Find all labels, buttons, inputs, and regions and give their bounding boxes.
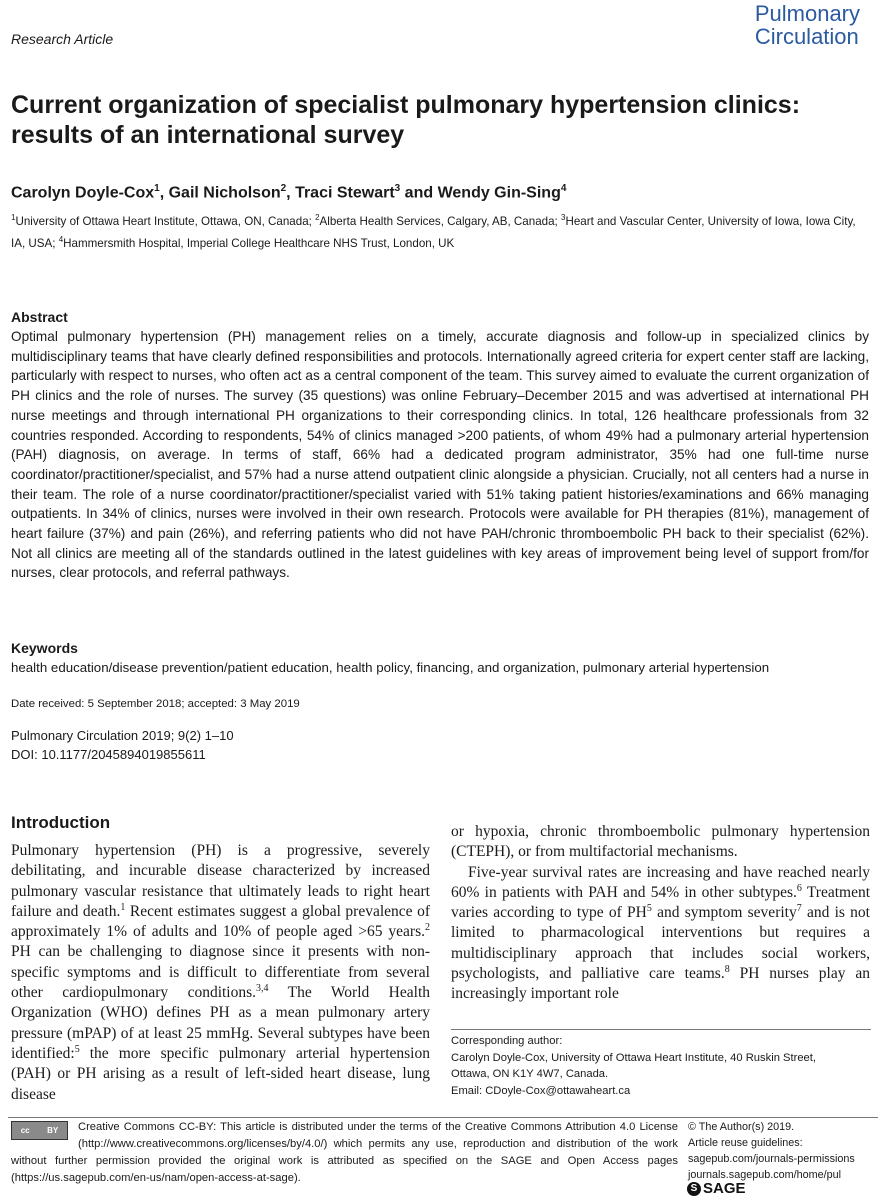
- author-affiliation-marker: 3: [394, 183, 401, 194]
- author-name: Traci Stewart: [295, 184, 395, 202]
- intro-right-paragraph-2: [451, 863, 870, 1005]
- citation-reference[interactable]: 5: [646, 903, 652, 915]
- citation-reference[interactable]: 7: [796, 903, 802, 915]
- journal-home-link[interactable]: journals.sagepub.com/home/pul: [688, 1169, 842, 1181]
- keywords-heading: Keywords: [11, 640, 78, 656]
- citation-reference[interactable]: 3,4: [256, 982, 269, 994]
- corresponding-email[interactable]: Email: CDoyle-Cox@ottawaheart.ca: [451, 1084, 631, 1097]
- citation-reference[interactable]: 6: [796, 882, 802, 894]
- citation-reference[interactable]: 5: [74, 1043, 80, 1055]
- affiliation-number: 4: [58, 234, 64, 244]
- abstract-text: Optimal pulmonary hypertension (PH) management relies on a timely, accurate diagnosis and follow-up in specialized clinics by multidisciplinary teams that have clearly defined responsibilities and protocols. Internationally agreed criteria for expert center staff are lacking, particularly with respect to nurses, who often act as a central component of the team. This survey aimed to evaluate the current organization of PH clinics and the role of nurses. The survey (35 questions) was online February–December 2015 and was advertised at international PH nurse meetings and through international PH organizations to their corresponding clinics. In total, 126 healthcare professionals from 32 countries responded. According to respondents, 54% of clinics managed >200 patients, of whom 49% had a pulmonary arterial hypertension (PAH) diagnosis, on average. In terms of staff, 66% had a dedicated program administrator, 35% had one full-time nurse coordinator/practitioner/specialist, and 57% had a nurse attend outpatient clinic alongside a physician. Crucially, not all centers had a nurse in their team. The role of a nurse coordinator/practitioner/specialist varied with 51% taking patient histories/examinations and 66% managing outpatients. In 34% of clinics, nurses were involved in their own research. Protocols were available for PH therapies (81%), management of heart failure (37%) and pain (26%), and referring patients who did not have PAH/chronic thromboembolic PH back to their specialist (62%). Not all clinics are meeting all of the standards outlined in the latest guidelines with key areas of improvement being level of support from/for nurses, clear protocols, and referral pathways.: [11, 329, 869, 581]
- received-accepted-dates: Date received: 5 September 2018; accepted: 3 May 2019: [11, 698, 300, 710]
- abstract-heading: Abstract: [11, 309, 68, 325]
- introduction-heading: Introduction: [11, 813, 111, 832]
- citation-reference[interactable]: 2: [425, 922, 430, 934]
- cc-badge-left: cc: [20, 1126, 30, 1135]
- body-text: PH nurses play an increasingly important role: [451, 965, 870, 1003]
- body-text: the more specific pulmonary arterial hypertension (PAH) or PH arising as a result of left-sided heart disease, lung disease: [11, 1044, 430, 1103]
- article-type-label: Research Article: [11, 31, 114, 47]
- author-name: Carolyn Doyle-Cox: [11, 184, 155, 202]
- intro-right-paragraph-1: or hypoxia, chronic thromboembolic pulmonary hypertension (CTEPH), or from multifactorial mechanisms.: [451, 823, 870, 861]
- footer-divider: [8, 1117, 878, 1118]
- body-text: PH can be challenging to diagnose since it presents with non-specific symptoms and is difficult to differentiate from several other cardiopulmonary conditions.: [11, 943, 430, 1002]
- cc-badge-right: BY: [47, 1126, 59, 1135]
- corresponding-address-line2: Ottawa, ON K1Y 4W7, Canada.: [451, 1068, 609, 1080]
- corresponding-label: Corresponding author:: [451, 1035, 563, 1047]
- body-text: The World Health Organization (WHO) defines PH as a mean pulmonary artery pressure (mPAP) of at least 25 mmHg. Several subtypes have been identified:: [11, 984, 430, 1062]
- intro-left-column: [11, 841, 430, 1105]
- affiliation-text: University of Ottawa Heart Institute, Ottawa, ON, Canada;: [15, 214, 316, 228]
- article-title: Current organization of specialist pulmonary hypertension clinics: results of an international survey: [11, 91, 801, 149]
- body-text: and symptom severity: [651, 904, 797, 922]
- journal-logo-line1: Pulmonary: [754, 1, 860, 26]
- body-text: Five-year survival rates are increasing and have reached nearly 60% in patients with PAH and 54% in other subtypes.: [451, 863, 870, 901]
- affiliation-text: Heart and Vascular Center, University of Iowa, Iowa City, IA, USA;: [11, 214, 856, 250]
- license-notice: [11, 1119, 678, 1187]
- author-name: Gail Nicholson: [168, 184, 281, 202]
- affiliation-text: Hammersmith Hospital, Imperial College Healthcare NHS Trust, London, UK: [63, 236, 455, 250]
- body-text: Treatment varies according to type of PH: [451, 883, 871, 922]
- journal-logo-line2: Circulation: [754, 24, 859, 49]
- cc-by-icon[interactable]: [11, 1121, 68, 1140]
- corresponding-address-line1: Carolyn Doyle-Cox, University of Ottawa Heart Institute, 40 Ruskin Street,: [451, 1051, 816, 1064]
- citation-doi[interactable]: DOI: 10.1177/2045894019855611: [11, 747, 206, 762]
- body-text: Recent estimates suggest a global prevalence of approximately 1% of adults and 10% of people aged >65 years.: [11, 902, 431, 941]
- copyright-block: [688, 1119, 878, 1183]
- citation-reference[interactable]: 8: [724, 963, 730, 975]
- affiliation-number: 1: [11, 213, 16, 222]
- author-separator: ,: [159, 184, 169, 202]
- author-name: Wendy Gin-Sing: [437, 184, 561, 202]
- body-text: and is not limited to pharmacological interventions but requires a multidisciplinary approach that includes social workers, psychologists, and palliative care teams.: [451, 904, 870, 983]
- affiliation-text: Alberta Health Services, Calgary, AB, Canada;: [319, 214, 561, 228]
- keywords-text: health education/disease prevention/patient education, health policy, financing, and organization, pulmonary arterial hypertension: [11, 660, 770, 675]
- license-text: Creative Commons CC-BY: This article is distributed under the terms of the Creative Commons Attribution 4.0 License (http://www.creativecommons.org/licenses/by/4.0/) which permits any use, reproduction and distribution of the work without further permission provided the original work is attributed as specified on the SAGE and Open Access pages (https://us.sagepub.com/en-us/nam/open-access-at-sage).: [11, 1121, 678, 1184]
- permissions-link[interactable]: sagepub.com/journals-permissions: [688, 1153, 855, 1165]
- author-separator: and: [400, 184, 438, 202]
- sage-logo: [687, 1180, 746, 1197]
- author-affiliation-marker: 1: [154, 183, 160, 194]
- author-affiliation-marker: 2: [280, 183, 287, 194]
- corresponding-divider: [451, 1029, 871, 1030]
- citation-journal: Pulmonary Circulation 2019; 9(2) 1–10: [11, 728, 234, 743]
- sage-mark-icon: S: [687, 1182, 701, 1196]
- reuse-guidelines-label: Article reuse guidelines:: [688, 1137, 803, 1149]
- affiliations: [11, 209, 871, 253]
- intro-right-column: [451, 822, 870, 1005]
- author-separator: ,: [286, 184, 296, 202]
- sage-logo-text: SAGE: [703, 1180, 746, 1197]
- copyright-line: © The Author(s) 2019.: [688, 1121, 795, 1133]
- citation-block: [11, 726, 234, 764]
- body-text: Pulmonary hypertension (PH) is a progressive, severely debilitating, and incurable disease characterized by increased pulmonary vascular resistance that ultimately leads to right heart failure and death.: [11, 842, 430, 920]
- journal-logo: [755, 2, 860, 48]
- author-affiliation-marker: 4: [560, 183, 567, 194]
- citation-reference[interactable]: 1: [120, 901, 126, 913]
- author-list: [11, 183, 871, 202]
- affiliation-number: 3: [561, 213, 566, 222]
- affiliation-number: 2: [315, 213, 320, 222]
- corresponding-author-block: [451, 1033, 871, 1099]
